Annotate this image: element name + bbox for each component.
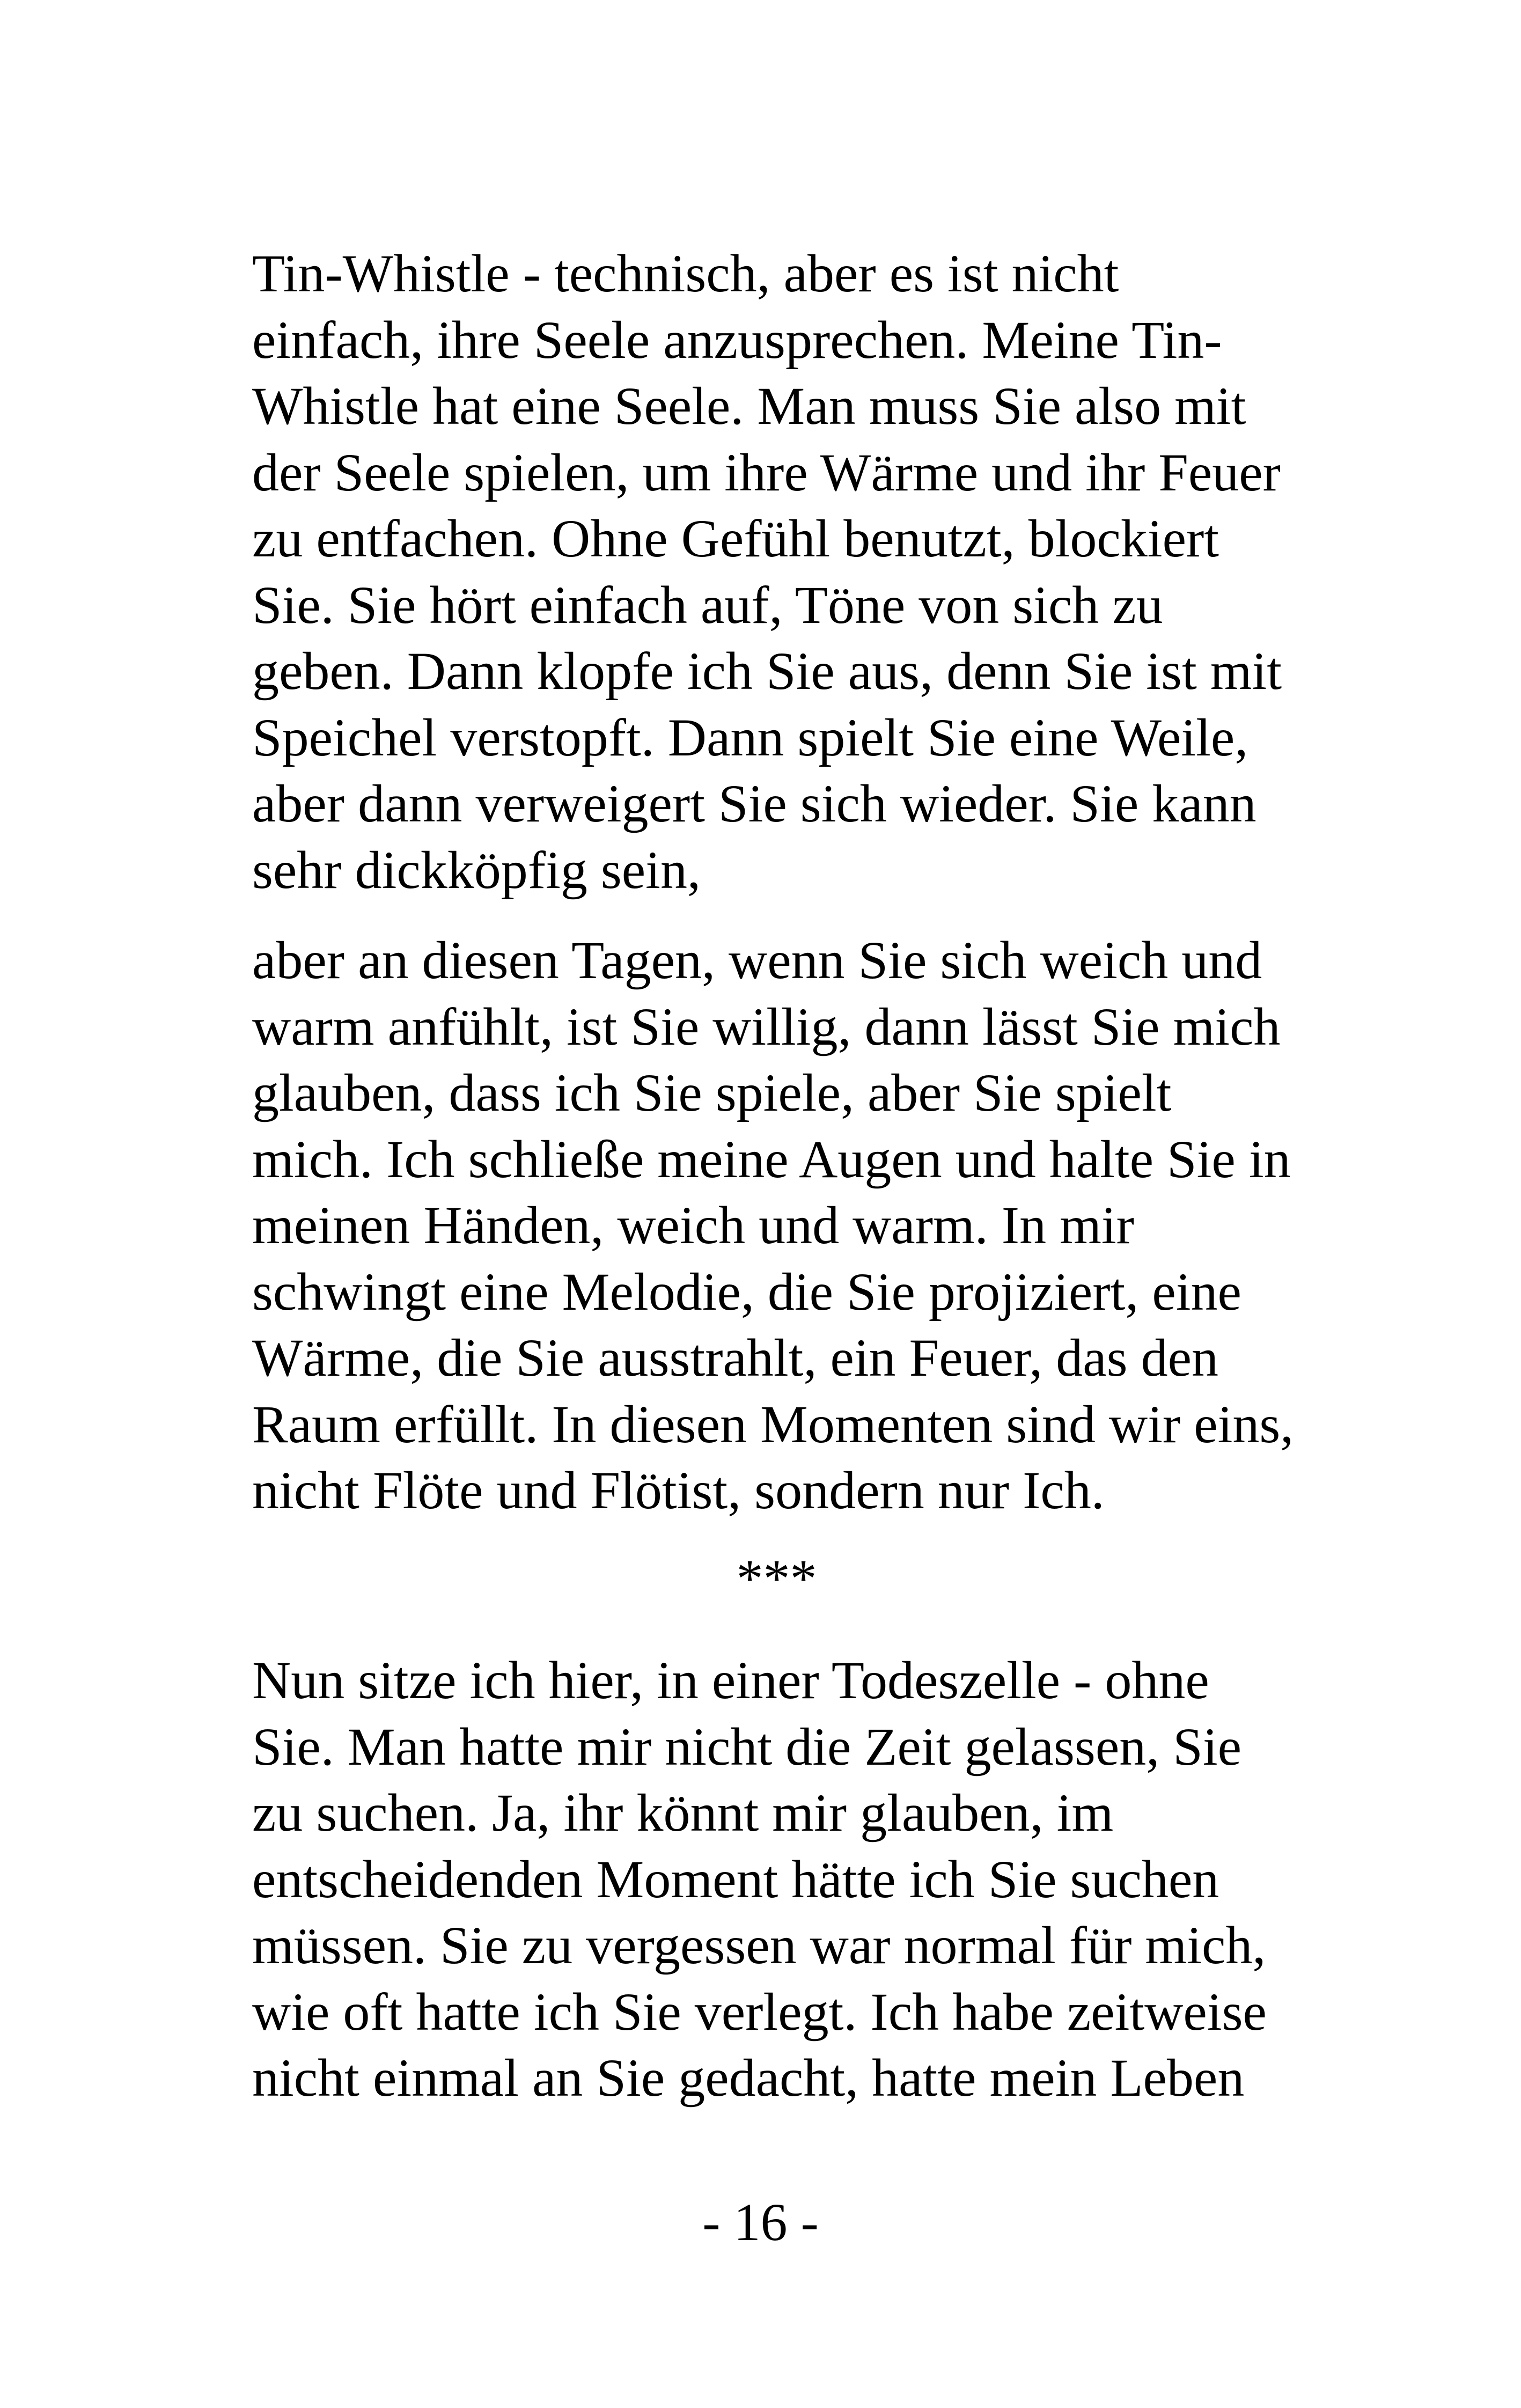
text-line: geben. Dann klopfe ich Sie aus, denn Sie ist mit: [252, 641, 1282, 701]
paragraph-2: [252, 927, 1293, 1524]
text-line: müssen. Sie zu vergessen war normal für mich,: [252, 1915, 1266, 1975]
text-line: warm anfühlt, ist Sie willig, dann lässt Sie mich: [252, 996, 1281, 1056]
text-line: wie oft hatte ich Sie verlegt. Ich habe zeitweise: [252, 1981, 1267, 2042]
text-line: aber dann verweigert Sie sich wieder. Sie kann: [252, 774, 1257, 833]
text-line: einfach, ihre Seele anzusprechen. Meine Tin-: [252, 310, 1222, 370]
paragraph-1: [252, 240, 1293, 903]
page-number: - 16 -: [702, 2192, 819, 2252]
text-line: glauben, dass ich Sie spiele, aber Sie spielt: [252, 1063, 1172, 1122]
text-line: sehr dickköpfig sein,: [252, 840, 701, 900]
paragraph-3: [252, 1647, 1293, 2111]
text-line: mich. Ich schließe meine Augen und halte Sie in: [252, 1129, 1291, 1189]
text-line: aber an diesen Tagen, wenn Sie sich weich und: [252, 930, 1262, 990]
text-line: zu entfachen. Ohne Gefühl benutzt, blockiert: [252, 509, 1219, 568]
text-line: Tin-Whistle - technisch, aber es ist nicht: [252, 244, 1119, 303]
text-line: der Seele spielen, um ihre Wärme und ihr Feuer: [252, 442, 1281, 502]
text-line: meinen Händen, weich und warm. In mir: [252, 1195, 1134, 1255]
text-line: zu suchen. Ja, ihr könnt mir glauben, im: [252, 1783, 1114, 1842]
text-line: entscheidenden Moment hätte ich Sie suchen: [252, 1849, 1219, 1909]
text-line: Sie. Sie hört einfach auf, Töne von sich zu: [252, 575, 1163, 635]
text-line: Raum erfüllt. In diesen Momenten sind wir eins,: [252, 1394, 1294, 1454]
text-line: schwingt eine Melodie, die Sie projiziert, eine: [252, 1261, 1241, 1322]
text-line: Speichel verstopft. Dann spielt Sie eine Weile,: [252, 707, 1248, 767]
text-line: nicht Flöte und Flötist, sondern nur Ich.: [252, 1460, 1105, 1520]
text-line: Nun sitze ich hier, in einer Todeszelle - ohne: [252, 1650, 1209, 1710]
section-separator: ***: [736, 1548, 817, 1608]
text-line: Wärme, die Sie ausstrahlt, ein Feuer, das den: [252, 1328, 1218, 1387]
text-line: Whistle hat eine Seele. Man muss Sie also mit: [252, 376, 1246, 436]
text-line: nicht einmal an Sie gedacht, hatte mein Leben: [252, 2048, 1245, 2108]
text-line: Sie. Man hatte mir nicht die Zeit gelassen, Sie: [252, 1716, 1241, 1776]
